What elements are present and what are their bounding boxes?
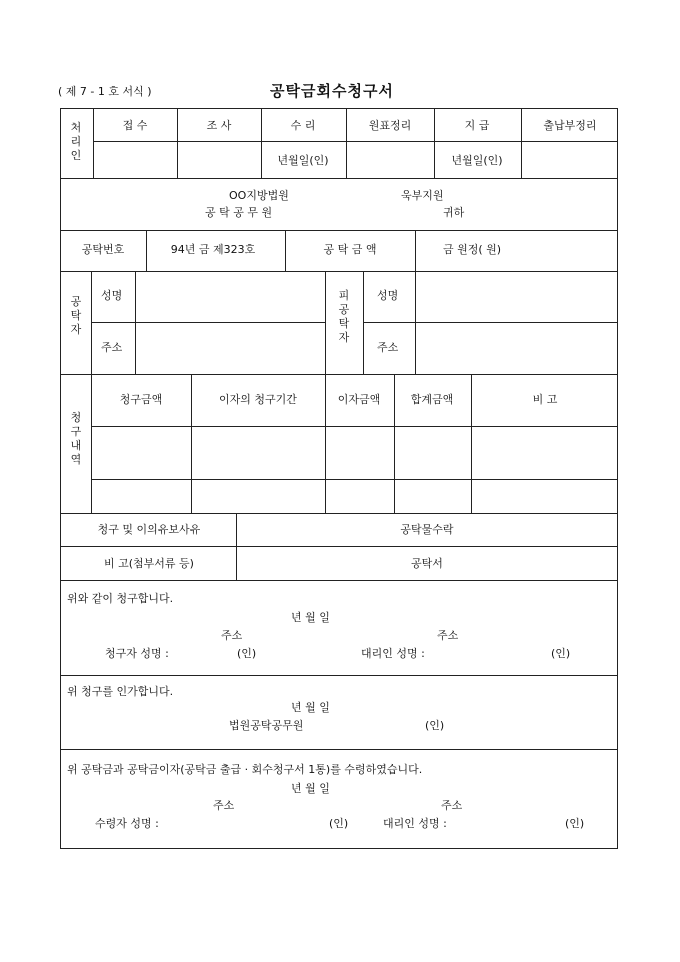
- claim-col-remarks: 비 고: [532, 393, 558, 406]
- request-statement: 위와 같이 청구합니다.: [67, 592, 174, 605]
- grid-line: [394, 374, 395, 513]
- page-title: 공탁금회수청구서: [270, 82, 394, 100]
- depositee-name-label: 성명: [377, 289, 399, 302]
- grid-line: [346, 109, 347, 178]
- honorific: 귀하: [443, 206, 465, 219]
- reason-label: 청구 및 이의유보사유: [97, 523, 201, 536]
- receipt-statement: 위 공탁금과 공탁금이자(공탁금 출급 · 회수청구서 1통)를 수령하였습니다.: [67, 763, 423, 776]
- grid-line: [236, 513, 237, 580]
- claimant-name-line: 청구자 성명 :: [105, 647, 169, 660]
- receiver-seal: (인): [329, 817, 349, 830]
- branch-name: 욱부지원: [401, 189, 444, 202]
- grid-line: [471, 374, 472, 513]
- claim-side-label: 청구내역: [70, 411, 82, 466]
- approval-statement: 위 청구를 인가합니다.: [67, 685, 174, 698]
- depositee-address-label: 주소: [377, 341, 399, 354]
- claim-form: [60, 108, 618, 849]
- grid-line: [91, 426, 618, 427]
- request-date: 년 월 일: [291, 611, 330, 624]
- depositor-address-label: 주소: [101, 341, 123, 354]
- court-name: OO지방법원: [229, 189, 289, 202]
- grid-line: [61, 546, 618, 547]
- receipt-agent-seal: (인): [565, 817, 585, 830]
- receiver-name-line: 수령자 성명 :: [95, 817, 159, 830]
- grid-line: [191, 374, 192, 513]
- processing-date-label-1: 년월일(인): [277, 154, 329, 167]
- grid-line: [61, 749, 618, 750]
- grid-line: [61, 271, 618, 272]
- grid-line: [91, 271, 92, 374]
- grid-line: [91, 479, 618, 480]
- remarks-value: 공탁서: [411, 557, 443, 570]
- grid-line: [146, 230, 147, 271]
- grid-line: [434, 109, 435, 178]
- processing-col-ledger: 원표정리: [368, 119, 412, 132]
- request-agent-name-line: 대리인 성명 :: [361, 647, 425, 660]
- grid-line: [91, 374, 92, 513]
- grid-line: [93, 141, 618, 142]
- reason-value: 공탁물수락: [400, 523, 454, 536]
- grid-line: [61, 675, 618, 676]
- grid-line: [363, 322, 618, 323]
- grid-line: [325, 374, 326, 513]
- processing-side-label: 처리인: [70, 121, 82, 162]
- grid-line: [93, 109, 94, 178]
- approval-seal: (인): [425, 719, 445, 732]
- form-code: ( 제 7 - 1 호 서식 ): [58, 85, 152, 98]
- grid-line: [135, 271, 136, 374]
- grid-line: [61, 580, 618, 581]
- processing-col-review: 조 사: [206, 119, 232, 132]
- claim-col-interest-period: 이자의 청구기간: [219, 393, 297, 406]
- deposit-number-value: 94년 금 제323호: [170, 243, 256, 256]
- remarks-label: 비 고(첨부서류 등): [104, 557, 194, 570]
- claim-col-amount: 청구금액: [119, 393, 163, 406]
- grid-line: [61, 178, 618, 179]
- deposit-amount-label: 공 탁 금 액: [323, 243, 377, 256]
- request-agent-seal: (인): [551, 647, 571, 660]
- grid-line: [285, 230, 286, 271]
- receipt-agent-address-label: 주소: [441, 799, 463, 812]
- grid-line: [325, 271, 326, 374]
- deposit-amount-value: 금 원정( 원): [443, 243, 502, 256]
- depositor-name-label: 성명: [101, 289, 123, 302]
- grid-line: [91, 322, 325, 323]
- grid-line: [61, 513, 618, 514]
- request-address-label: 주소: [221, 629, 243, 642]
- processing-col-payment: 지 급: [464, 119, 490, 132]
- grid-line: [415, 271, 416, 374]
- claim-col-interest-amount: 이자금액: [337, 393, 381, 406]
- claimant-seal: (인): [237, 647, 257, 660]
- grid-line: [177, 109, 178, 178]
- grid-line: [415, 230, 416, 271]
- grid-line: [521, 109, 522, 178]
- deposit-number-label: 공탁번호: [81, 243, 125, 256]
- processing-date-label-2: 년월일(인): [451, 154, 503, 167]
- grid-line: [61, 374, 618, 375]
- grid-line: [261, 109, 262, 178]
- processing-col-accept: 수 리: [290, 119, 316, 132]
- approval-officer: 법원공탁공무원: [229, 719, 304, 732]
- receipt-agent-name-line: 대리인 성명 :: [383, 817, 447, 830]
- processing-col-receipt: 접 수: [122, 119, 148, 132]
- approval-date: 년 월 일: [291, 701, 330, 714]
- claim-col-total: 합계금액: [410, 393, 454, 406]
- depositor-label: 공탁자: [70, 295, 82, 336]
- deposit-officer: 공 탁 공 무 원: [205, 206, 273, 219]
- processing-col-cashbook: 출납부정리: [543, 119, 597, 132]
- grid-line: [61, 230, 618, 231]
- agent-address-label: 주소: [437, 629, 459, 642]
- grid-line: [363, 271, 364, 374]
- receipt-date: 년 월 일: [291, 782, 330, 795]
- depositee-label: 피공탁자: [338, 289, 350, 344]
- receipt-address-label: 주소: [213, 799, 235, 812]
